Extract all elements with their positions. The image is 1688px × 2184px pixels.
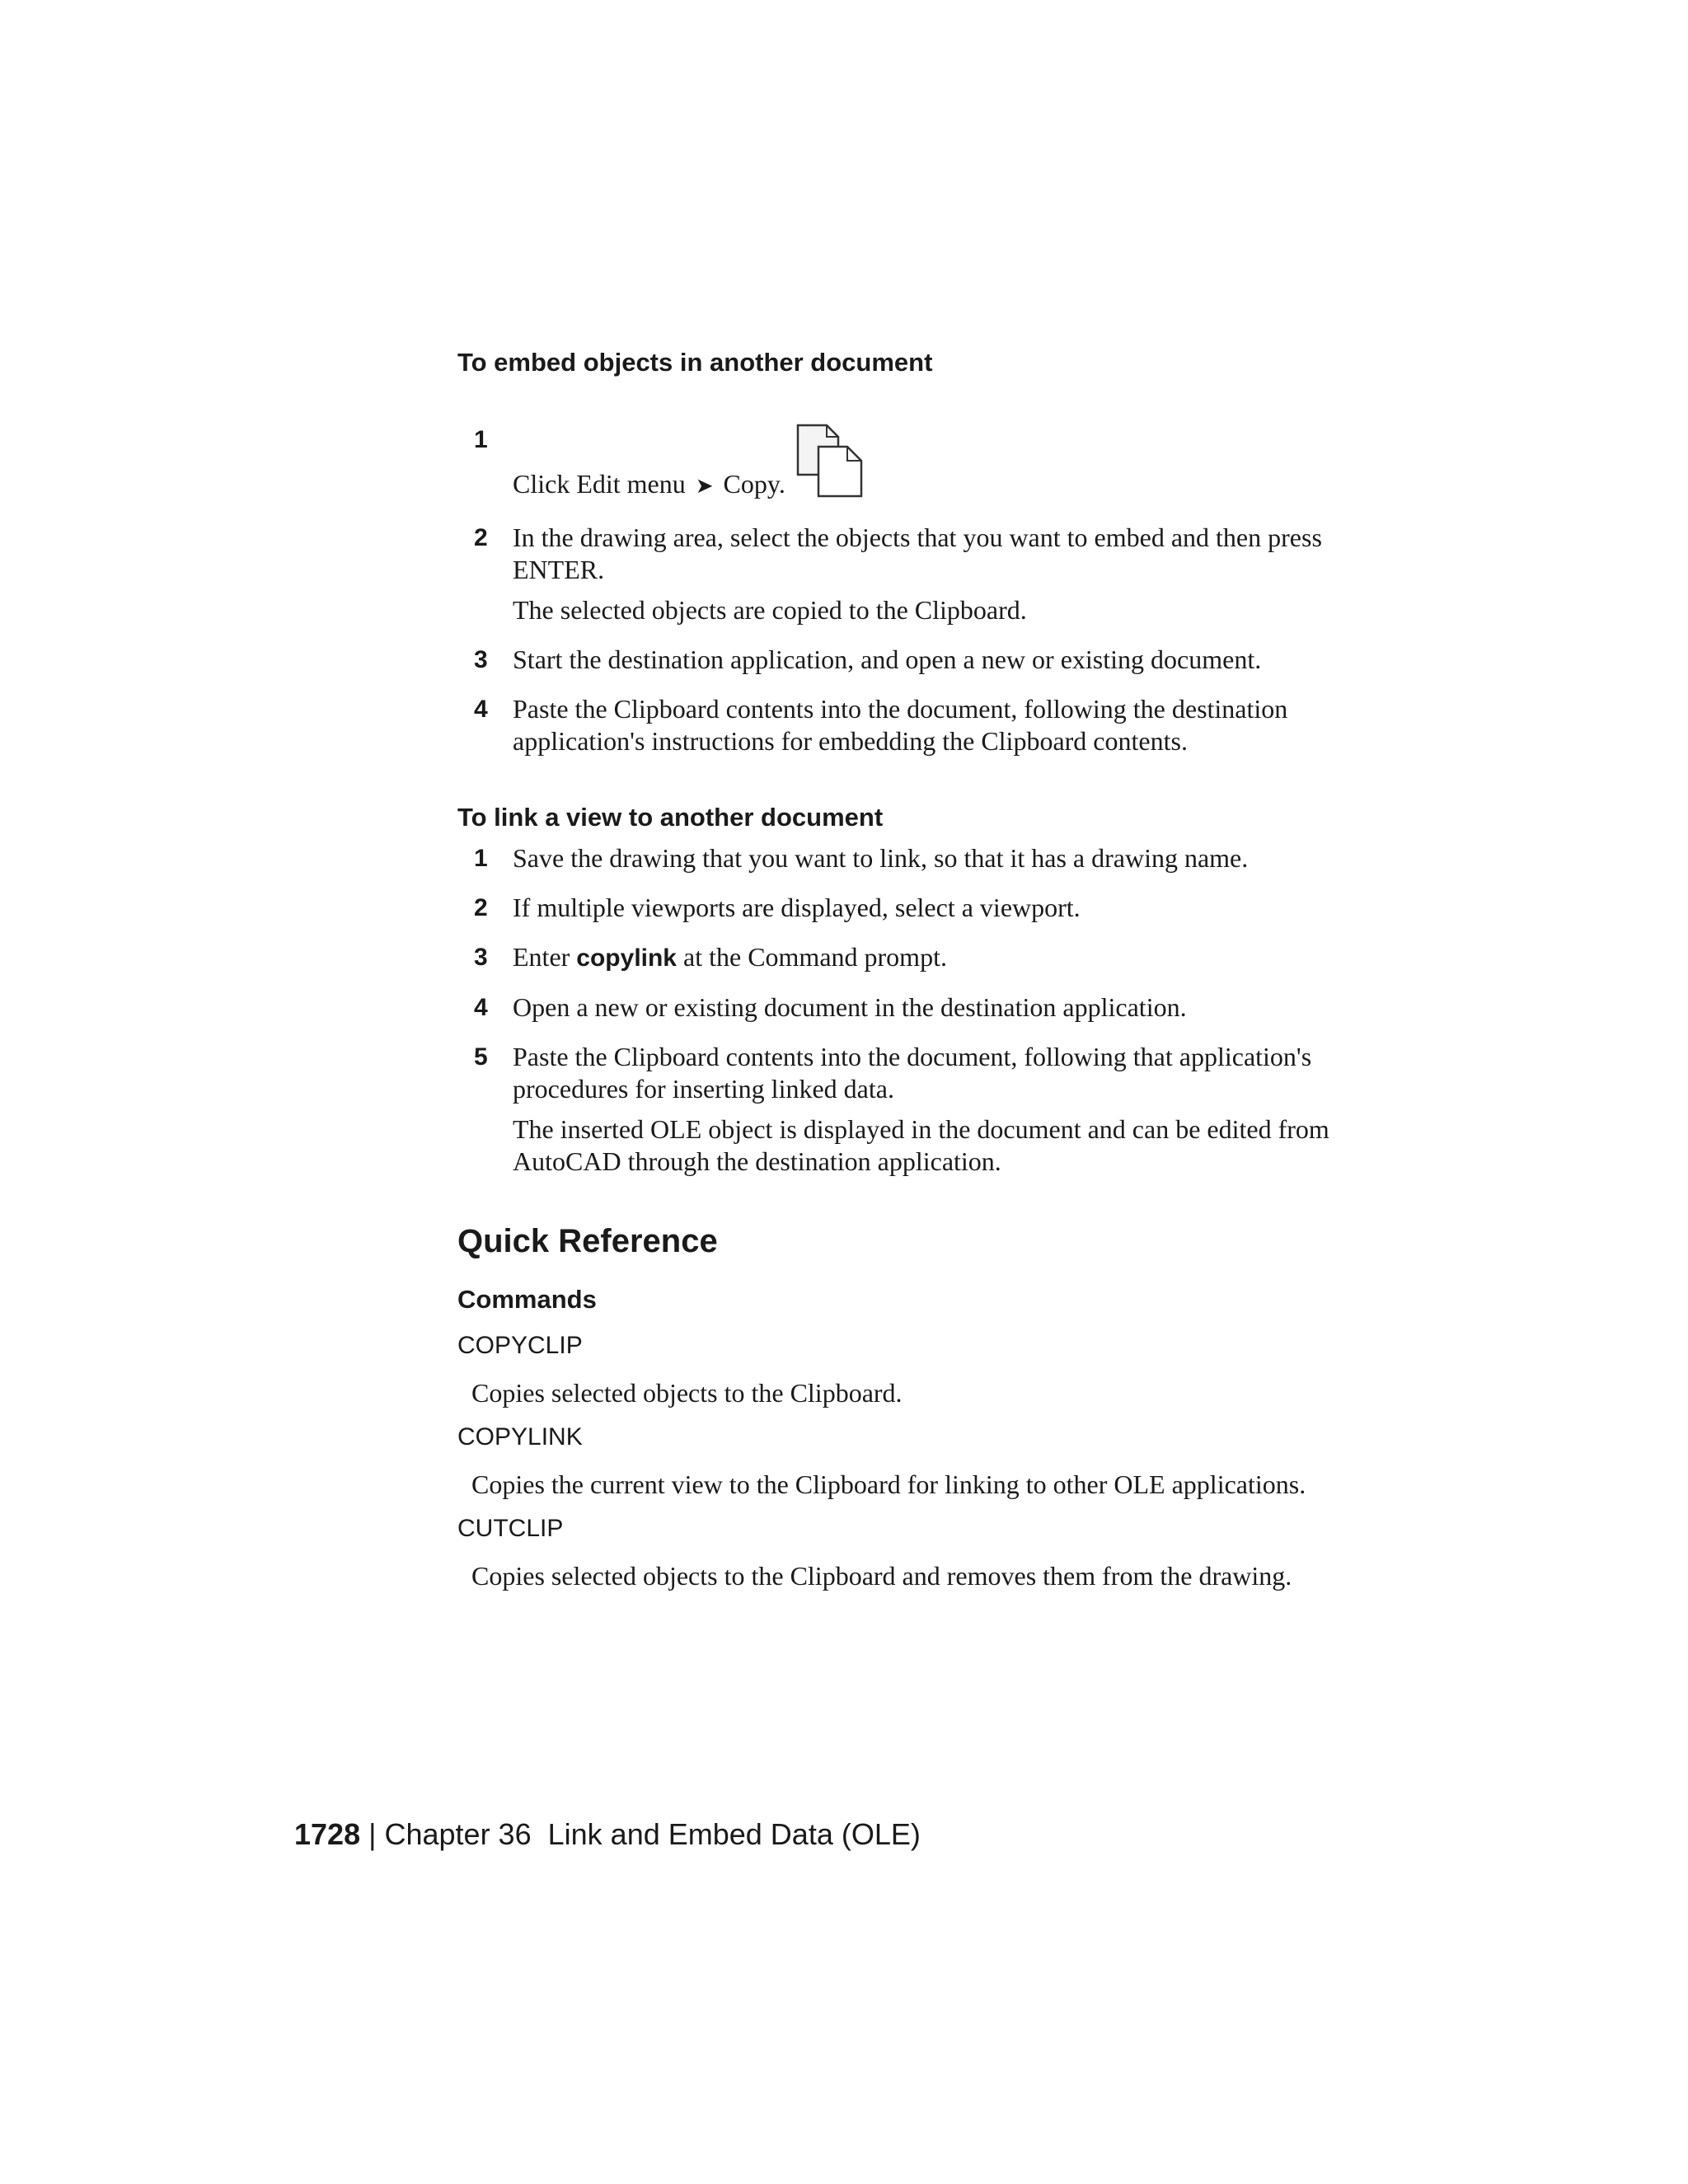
embed-step-2 bbox=[457, 522, 1356, 626]
step-text-before: Enter bbox=[513, 942, 570, 972]
step-note: The inserted OLE object is displayed in the document and can be edited from AutoCAD through the destination application. bbox=[513, 1114, 1329, 1176]
command-list bbox=[457, 1329, 1356, 1592]
page-content bbox=[457, 344, 1356, 1592]
step-text: Paste the Clipboard contents into the document, following that application's procedures for inserting linked data. bbox=[513, 1042, 1312, 1104]
step-text-copy: Copy. bbox=[723, 469, 785, 499]
link-step-1 bbox=[457, 842, 1356, 874]
section-link-title: To link a view to another document bbox=[457, 803, 884, 832]
step-number: 2 bbox=[474, 894, 488, 921]
quick-reference-title: Quick Reference bbox=[457, 1223, 718, 1259]
step-text: In the drawing area, select the objects that you want to embed and then press ENTER. bbox=[513, 523, 1322, 584]
footer-separator: | bbox=[368, 1817, 377, 1851]
step-number: 4 bbox=[474, 994, 488, 1021]
command-description: Copies selected objects to the Clipboard and removes them from the drawing. bbox=[471, 1561, 1292, 1591]
embed-step-4 bbox=[457, 693, 1356, 757]
step-number: 4 bbox=[474, 696, 488, 723]
chapter-title: Link and Embed Data (OLE) bbox=[547, 1817, 921, 1851]
step-text-after: at the Command prompt. bbox=[683, 942, 947, 972]
command-description: Copies selected objects to the Clipboard. bbox=[471, 1378, 903, 1408]
link-steps bbox=[457, 842, 1356, 1178]
section-embed-title: To embed objects in another document bbox=[457, 348, 933, 377]
copy-icon bbox=[795, 424, 865, 505]
step-text: If multiple viewports are displayed, select a viewport. bbox=[513, 893, 1081, 922]
command-name: COPYLINK bbox=[457, 1423, 583, 1451]
command-description: Copies the current view to the Clipboard for linking to other OLE applications. bbox=[471, 1469, 1306, 1499]
step-number: 3 bbox=[474, 646, 488, 673]
embed-step-1 bbox=[457, 424, 1356, 505]
embed-step-3 bbox=[457, 644, 1356, 676]
step-number: 2 bbox=[474, 524, 488, 551]
link-step-5 bbox=[457, 1041, 1356, 1178]
link-step-3 bbox=[457, 941, 1356, 974]
menu-arrow-icon: ➤ bbox=[695, 474, 714, 498]
step-number: 5 bbox=[474, 1043, 488, 1071]
command-name: CUTCLIP bbox=[457, 1515, 564, 1542]
step-text: Start the destination application, and open a new or existing document. bbox=[513, 644, 1262, 674]
page-number: 1728 bbox=[294, 1817, 361, 1851]
commands-heading: Commands bbox=[457, 1285, 597, 1314]
step-text: Save the drawing that you want to link, so that it has a drawing name. bbox=[513, 843, 1249, 873]
step-number: 1 bbox=[474, 426, 488, 453]
step-text: Open a new or existing document in the destination application. bbox=[513, 992, 1187, 1022]
step-note: The selected objects are copied to the Clipboard. bbox=[513, 595, 1027, 625]
page-footer bbox=[294, 1817, 921, 1852]
step-text: Paste the Clipboard contents into the document, following the destination application's instructions for embedding the Clipboard contents. bbox=[513, 694, 1288, 756]
command-keyword: copylink bbox=[576, 944, 677, 972]
chapter-label: Chapter 36 bbox=[384, 1817, 532, 1851]
step-number: 3 bbox=[474, 944, 488, 971]
link-step-4 bbox=[457, 991, 1356, 1024]
embed-steps bbox=[457, 424, 1356, 757]
step-text: Click Edit menu bbox=[513, 469, 686, 499]
link-step-2 bbox=[457, 892, 1356, 924]
command-name: COPYCLIP bbox=[457, 1332, 583, 1359]
step-number: 1 bbox=[474, 845, 488, 872]
